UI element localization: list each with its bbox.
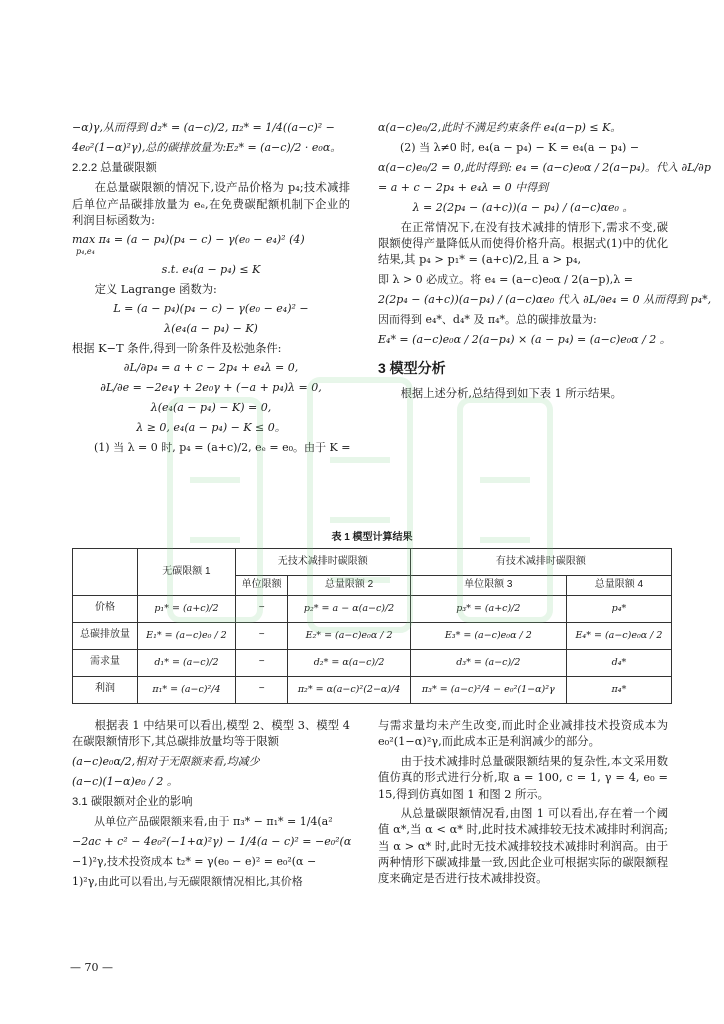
section-heading: 2.2.2 总量碳限额 bbox=[72, 161, 157, 174]
text-line: −1)²γ,技术投资成本 t₂* = γ(e₀ − e)² = e₀²(α − bbox=[72, 854, 317, 868]
results-table bbox=[72, 548, 672, 704]
table-cell: d₁* = (a−c)/2 bbox=[138, 649, 236, 676]
row-header: 价格 bbox=[73, 595, 138, 622]
lower-left-column bbox=[72, 718, 350, 894]
table-corner bbox=[73, 549, 138, 596]
text-line: α(a−c)e₀/2 = 0,此时得到: e₄ = (a−c)e₀α / 2(a−p₄)。代入 ∂L/∂p bbox=[378, 160, 711, 174]
table-cell: − bbox=[235, 622, 288, 649]
row-header: 利润 bbox=[73, 676, 138, 703]
equation-kt: ∂L/∂p₄ = a + c − 2p₄ + e₄λ = 0, bbox=[123, 361, 299, 375]
row-header: 需求量 bbox=[73, 649, 138, 676]
text-line: −α)γ,从而得到 d₂* = (a−c)/2, π₂* = 1/4((a−c)² − bbox=[72, 121, 335, 134]
column-header: 总量限额 2 bbox=[288, 576, 410, 596]
paragraph: 根据 K−T 条件,得到一阶条件及松弛条件: bbox=[72, 342, 282, 356]
text-line: 2(2p₄ − (a+c))(a−p₄) / (a−c)αe₀ 代入 ∂L/∂e₄ = 0 从而得到 p₄*, bbox=[378, 292, 712, 306]
table-cell: π₄* bbox=[566, 676, 671, 703]
table-cell: p₄* bbox=[566, 595, 671, 622]
equation-lambda: λ = 2(2p₄ − (a+c))(a − p₄) / (a−c)αe₀ 。 bbox=[412, 200, 634, 214]
paragraph: 定义 Lagrange 函数为: bbox=[94, 282, 217, 296]
paragraph: (1) 当 λ = 0 时, p₄ = (a+c)/2, eₑ = e₀。由于 K = bbox=[94, 441, 351, 455]
table-cell: − bbox=[235, 595, 288, 622]
table-cell: d₂* = α(a−c)/2 bbox=[288, 649, 410, 676]
equation-lagrange: λ(e₄(a − p₄) − K) bbox=[164, 322, 258, 336]
section-heading: 3 模型分析 bbox=[378, 359, 446, 376]
paragraph: 在正常情况下,在没有技术减排的情形下,需求不变,碳限额使得产量降低从而使得价格升高。根据式(1)中的优化结果,其 p₄ > p₁* = (a+c)/2,且 a > p₄, bbox=[378, 220, 668, 267]
table-cell: d₃* = (a−c)/2 bbox=[410, 649, 566, 676]
equation-constraint: s.t. e₄(a − p₄) ≤ K bbox=[161, 262, 261, 276]
paragraph: 根据表 1 中结果可以看出,模型 2、模型 3、模型 4 在碳限额情形下,其总碳排放量均等于限额 bbox=[72, 719, 350, 749]
table-row bbox=[73, 622, 672, 649]
right-column bbox=[378, 118, 712, 405]
text-line: (a−c)e₀α/2,相对于无限额来看,均减少 bbox=[72, 754, 260, 768]
text-line: 因而得到 e₄*、d₄* 及 π₄*。总的碳排放量为: bbox=[378, 312, 597, 326]
table-cell: π₂* = α(a−c)²(2−α)/4 bbox=[288, 676, 410, 703]
paragraph: 由于技术减排时总量碳限额结果的复杂性,本文采用数值仿真的形式进行分析,取 a = 100, c = 1, γ = 4, e₀ = 15,得到仿真如图 1 和图 2 所示。 bbox=[378, 754, 668, 801]
paragraph: 从总量碳限额情况看,由图 1 可以看出,存在着一个阈值 α*,当 α < α* 时,此时技术减排较无技术减排时利润高;当 α > α* 时,此时无技术减排较技术减排时利润高。由于两种情形下碳减排量一致,因此企业可根据实际的碳限额程度来确定是否进行技术减排投资。 bbox=[378, 806, 668, 886]
paragraph: 与需求量均未产生改变,而此时企业减排技术投资成本为 e₀²(1−α)²γ,而此成本正是利润减少的部分。 bbox=[378, 719, 668, 749]
group-header: 有技术减排时碳限额 bbox=[410, 549, 671, 576]
table-caption: 表 1 模型计算结果 bbox=[331, 532, 413, 543]
table-cell: E₄* = (a−c)e₀α / 2 bbox=[566, 622, 671, 649]
table-cell: π₁* = (a−c)²/4 bbox=[138, 676, 236, 703]
equation-kt: ∂L/∂e = −2e₄γ + 2e₀γ + (−a + p₄)λ = 0, bbox=[100, 381, 322, 395]
table-cell: π₃* = (a−c)²/4 − e₀²(1−α)²γ bbox=[410, 676, 566, 703]
text-line: = a + c − 2p₄ + e₄λ = 0 中得到 bbox=[378, 180, 549, 194]
left-column bbox=[72, 118, 350, 460]
paragraph: 在总量碳限额的情况下,设产品价格为 p₄;技术减排后单位产品碳排放量为 eₑ,在免费碳配额机制下企业的利润目标函数为: bbox=[72, 181, 350, 227]
text-line: 4e₀²(1−α)²γ),总的碳排放量为:E₂* = (a−c)/2 · e₀α。 bbox=[72, 140, 342, 154]
text-line: (2) 当 λ≠0 时, e₄(a − p₄) − K = e₄(a − p₄) − bbox=[400, 140, 640, 154]
table-cell: p₂* = a − α(a−c)/2 bbox=[288, 595, 410, 622]
table-cell: p₁* = (a+c)/2 bbox=[138, 595, 236, 622]
equation-subscript: p₄,e₄ bbox=[76, 247, 95, 257]
text-line: 从单位产品碳限额来看,由于 π₃* − π₁* = 1/4(a² bbox=[94, 815, 333, 828]
equation-4: max π₄ = (a − p₄)(p₄ − c) − γ(e₀ − e₄)² (4) bbox=[72, 233, 305, 247]
text-line: 即 λ > 0 必成立。将 e₄ = (a−c)e₀α / 2(a−p),λ = bbox=[378, 272, 633, 286]
equation-lagrange: L = (a − p₄)(p₄ − c) − γ(e₀ − e₄)² − bbox=[113, 302, 309, 316]
table-row bbox=[73, 595, 672, 622]
column-header: 无碳限额 1 bbox=[138, 549, 236, 596]
table-cell: p₃* = (a+c)/2 bbox=[410, 595, 566, 622]
table-row bbox=[73, 676, 672, 703]
equation-kt: λ ≥ 0, e₄(a − p₄) − K ≤ 0。 bbox=[136, 421, 286, 435]
table-cell: d₄* bbox=[566, 649, 671, 676]
column-header: 单位限额 3 bbox=[410, 576, 566, 596]
table-cell: − bbox=[235, 676, 288, 703]
table-cell: E₃* = (a−c)e₀α / 2 bbox=[410, 622, 566, 649]
text-line: (a−c)(1−α)e₀ / 2 。 bbox=[72, 774, 178, 788]
paragraph: 根据上述分析,总结得到如下表 1 所示结果。 bbox=[400, 386, 622, 400]
table-cell: E₂* = (a−c)e₀α / 2 bbox=[288, 622, 410, 649]
lower-right-column bbox=[378, 718, 668, 891]
table-cell: − bbox=[235, 649, 288, 676]
table-cell: E₁* = (a−c)e₀ / 2 bbox=[138, 622, 236, 649]
text-line: 1)²γ,由此可以看出,与无碳限额情况相比,其价格 bbox=[72, 874, 303, 888]
table-row bbox=[73, 649, 672, 676]
row-header: 总碳排放量 bbox=[73, 622, 138, 649]
section-heading: 3.1 碳限额对企业的影响 bbox=[72, 795, 193, 808]
column-header: 单位限额 bbox=[235, 576, 288, 596]
equation-e4: E₄* = (a−c)e₀α / 2(a−p₄) × (a − p₄) = (a−c)e₀α / 2 。 bbox=[378, 332, 671, 346]
equation-kt: λ(e₄(a − p₄) − K) = 0, bbox=[150, 401, 272, 415]
text-line: α(a−c)e₀/2,此时不满足约束条件 e₄(a−p) ≤ K。 bbox=[378, 121, 622, 134]
page-number: — 70 — bbox=[70, 961, 113, 974]
group-header: 无技术减排时碳限额 bbox=[235, 549, 410, 576]
column-header: 总量限额 4 bbox=[566, 576, 671, 596]
text-line: −2ac + c² − 4e₀²(−1+α)²γ) − 1/4(a − c)² = −e₀²(α bbox=[72, 834, 352, 848]
